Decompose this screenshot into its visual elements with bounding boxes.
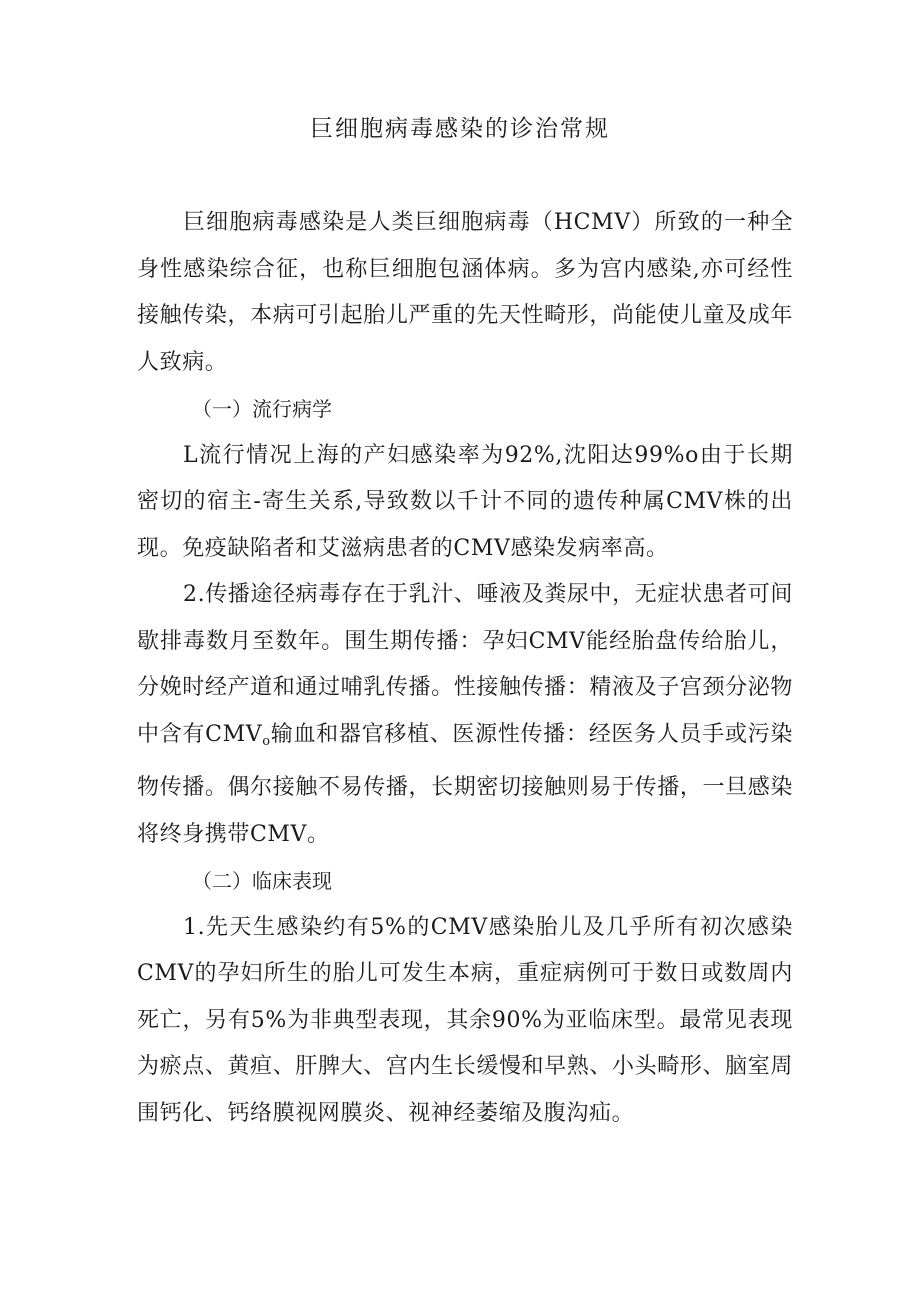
clinical-paragraph-1: 1.先天生感染约有5%的CMV感染胎儿及几乎所有初次感染CMV的孕妇所生的胎儿可发生本病，重症病例可于数日或数周内死亡，另有5%为非典型表现，其余90%为亚临床型。最常见表现为瘀点、黄疸、肝脾大、宫内生长缓慢和早熟、小头畸形、脑室周围钙化、钙络膜视网膜炎、视神经萎缩及腹沟疝。 [137,914,793,1126]
epidemiology-paragraph-2 [137,572,793,858]
epidemiology-paragraph-1: L流行情况上海的产妇感染率为92%,沈阳达99%o由于长期密切的宿主-寄生关系,导致数以千计不同的遗传种属CMV株的出现。免疫缺陷者和艾滋病患者的CMV感染发病率高。 [137,442,793,561]
section-heading-epidemiology: （一）流行病学 [192,397,332,421]
section-heading-clinical: （二）临床表现 [192,869,332,893]
intro-paragraph: 巨细胞病毒感染是人类巨细胞病毒（HCMV）所致的一种全身性感染综合征，也称巨细胞包涵体病。多为宫内感染,亦可经性接触传染，本病可引起胎儿严重的先天性畸形，尚能使儿童及成年人致病。 [137,210,793,375]
transmission-text-part-2: 输血和器官移植、医源性传播：经医务人员手或污染物传播。偶尔接触不易传播，长期密切接触则易于传播，一旦感染将终身携带CMV。 [137,721,793,847]
transmission-text-part-1: 2.传播途径病毒存在于乳汁、唾液及粪尿中，无症状患者可间歇排毒数月至数年。围生期传播：孕妇CMV能经胎盘传给胎儿，分娩时经产道和通过哺乳传播。性接触传播：精液及子宫颈分泌物中含有CMV [137,582,793,747]
document-title: 巨细胞病毒感染的诊治常规 [310,116,610,142]
transmission-subscript: o [262,733,271,749]
document-body [137,200,793,1137]
